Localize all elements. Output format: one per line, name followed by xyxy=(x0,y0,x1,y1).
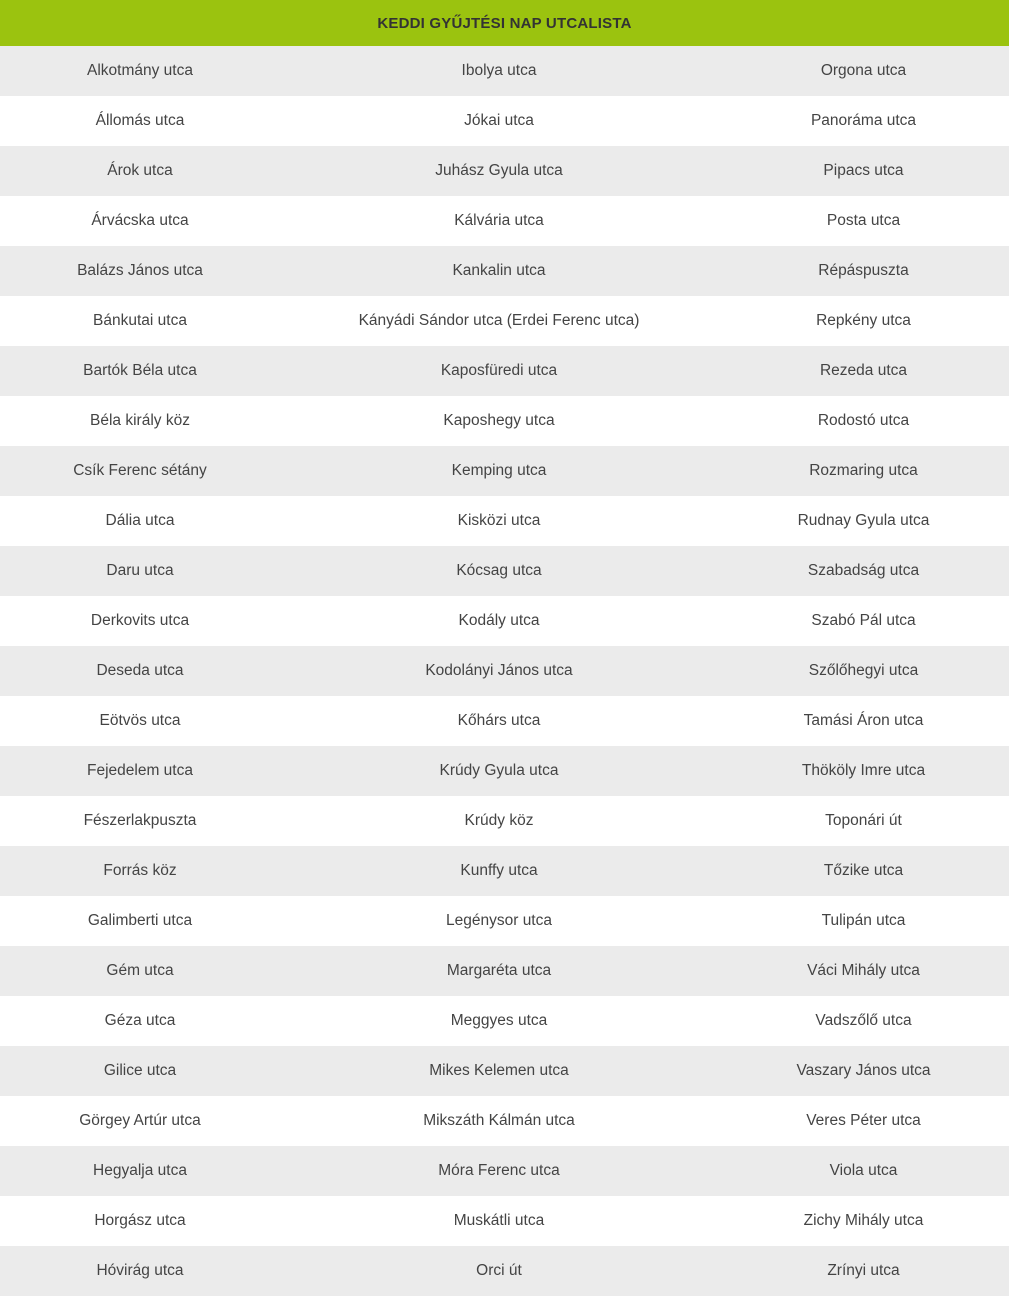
street-name-cell: Orci út xyxy=(476,1262,522,1279)
street-name-cell: Kálvária utca xyxy=(454,212,544,229)
street-name-cell: Tamási Áron utca xyxy=(803,712,924,729)
table-row xyxy=(0,1096,1009,1146)
street-name-cell: Deseda utca xyxy=(96,662,184,679)
street-name-cell: Görgey Artúr utca xyxy=(79,1112,201,1129)
street-name-cell: Fészerlakpuszta xyxy=(83,812,197,829)
street-name-cell: Rudnay Gyula utca xyxy=(797,512,930,529)
street-name-cell: Galimberti utca xyxy=(87,912,193,929)
table-row xyxy=(0,46,1009,96)
street-name-cell: Csík Ferenc sétány xyxy=(73,462,207,479)
street-name-cell: Hegyalja utca xyxy=(93,1162,187,1179)
street-name-cell: Zrínyi utca xyxy=(827,1262,900,1279)
street-name-cell: Kodály utca xyxy=(458,612,540,629)
street-name-cell: Állomás utca xyxy=(95,112,185,129)
street-name-cell: Veres Péter utca xyxy=(806,1112,921,1129)
table-row xyxy=(0,946,1009,996)
street-name-cell: Fejedelem utca xyxy=(87,762,193,779)
street-name-cell: Eötvös utca xyxy=(99,712,181,729)
street-name-cell: Gém utca xyxy=(106,962,174,979)
street-name-cell: Muskátli utca xyxy=(453,1212,545,1229)
street-name-cell: Béla király köz xyxy=(90,412,190,429)
street-name-cell: Rodostó utca xyxy=(817,412,910,429)
street-name-cell: Panoráma utca xyxy=(810,112,917,129)
street-name-cell: Pipacs utca xyxy=(823,162,904,179)
street-name-cell: Tulipán utca xyxy=(821,912,906,929)
table-row xyxy=(0,646,1009,696)
street-name-cell: Váci Mihály utca xyxy=(807,962,920,979)
table-row xyxy=(0,496,1009,546)
table-title: KEDDI GYŰJTÉSI NAP UTCALISTA xyxy=(377,14,632,32)
street-name-cell: Alkotmány utca xyxy=(87,62,193,79)
street-name-cell: Repkény utca xyxy=(816,312,911,329)
table-row xyxy=(0,696,1009,746)
street-name-cell: Bartók Béla utca xyxy=(83,362,197,379)
street-name-cell: Kócsag utca xyxy=(456,562,542,579)
street-name-cell: Kankalin utca xyxy=(452,262,546,279)
table-row xyxy=(0,246,1009,296)
street-name-cell: Rezeda utca xyxy=(819,362,908,379)
street-name-cell: Ibolya utca xyxy=(461,62,537,79)
street-name-cell: Daru utca xyxy=(106,562,174,579)
street-name-cell: Kőhárs utca xyxy=(457,712,541,729)
table-row xyxy=(0,396,1009,446)
table-row xyxy=(0,1246,1009,1296)
street-name-cell: Kodolányi János utca xyxy=(425,662,573,679)
street-name-cell: Legénysor utca xyxy=(446,912,552,929)
street-name-cell: Szabadság utca xyxy=(807,562,920,579)
street-name-cell: Orgona utca xyxy=(820,62,907,79)
street-name-cell: Toponári út xyxy=(825,812,902,829)
street-name-cell: Zichy Mihály utca xyxy=(803,1212,924,1229)
street-name-cell: Kányádi Sándor utca (Erdei Ferenc utca) xyxy=(358,312,640,329)
table-row xyxy=(0,846,1009,896)
table-row xyxy=(0,996,1009,1046)
street-name-cell: Rozmaring utca xyxy=(809,462,918,479)
street-name-cell: Vaszary János utca xyxy=(796,1062,931,1079)
street-name-cell: Szőlőhegyi utca xyxy=(808,662,919,679)
street-name-cell: Bánkutai utca xyxy=(93,312,187,329)
street-name-cell: Szabó Pál utca xyxy=(811,612,916,629)
street-name-cell: Thököly Imre utca xyxy=(801,762,926,779)
street-name-cell: Margaréta utca xyxy=(446,962,552,979)
street-name-cell: Kaposhegy utca xyxy=(443,412,555,429)
table-row xyxy=(0,596,1009,646)
table-header xyxy=(0,0,1009,46)
table-row xyxy=(0,1146,1009,1196)
table-row xyxy=(0,796,1009,846)
street-name-cell: Árok utca xyxy=(107,162,173,179)
table-row xyxy=(0,446,1009,496)
street-name-cell: Horgász utca xyxy=(94,1212,186,1229)
table-row xyxy=(0,146,1009,196)
street-name-cell: Kemping utca xyxy=(451,462,547,479)
table-row xyxy=(0,896,1009,946)
street-name-cell: Juhász Gyula utca xyxy=(435,162,563,179)
table-row xyxy=(0,1196,1009,1246)
street-name-cell: Derkovits utca xyxy=(90,612,190,629)
street-name-cell: Dália utca xyxy=(105,512,175,529)
table-row xyxy=(0,346,1009,396)
street-name-cell: Krúdy Gyula utca xyxy=(439,762,559,779)
street-name-cell: Tőzike utca xyxy=(823,862,904,879)
table-row xyxy=(0,96,1009,146)
street-name-cell: Gilice utca xyxy=(103,1062,177,1079)
street-name-cell: Vadszőlő utca xyxy=(815,1012,912,1029)
street-name-cell: Kunffy utca xyxy=(460,862,538,879)
table-body xyxy=(0,46,1009,1296)
table-row xyxy=(0,546,1009,596)
street-name-cell: Mikes Kelemen utca xyxy=(429,1062,569,1079)
table-row xyxy=(0,1046,1009,1096)
street-name-cell: Répáspuszta xyxy=(818,262,909,279)
street-name-cell: Meggyes utca xyxy=(450,1012,548,1029)
street-name-cell: Balázs János utca xyxy=(77,262,203,279)
street-name-cell: Kisközi utca xyxy=(457,512,541,529)
table-row xyxy=(0,296,1009,346)
street-name-cell: Mikszáth Kálmán utca xyxy=(423,1112,575,1129)
street-name-cell: Móra Ferenc utca xyxy=(438,1162,560,1179)
street-name-cell: Árvácska utca xyxy=(91,212,189,229)
street-name-cell: Hóvirág utca xyxy=(96,1262,184,1279)
street-name-cell: Krúdy köz xyxy=(464,812,534,829)
street-name-cell: Jókai utca xyxy=(464,112,534,129)
street-name-cell: Géza utca xyxy=(104,1012,176,1029)
table-row xyxy=(0,196,1009,246)
street-name-cell: Kaposfüredi utca xyxy=(440,362,558,379)
street-name-cell: Forrás köz xyxy=(103,862,177,879)
table-row xyxy=(0,746,1009,796)
street-name-cell: Viola utca xyxy=(829,1162,898,1179)
street-name-cell: Posta utca xyxy=(826,212,901,229)
